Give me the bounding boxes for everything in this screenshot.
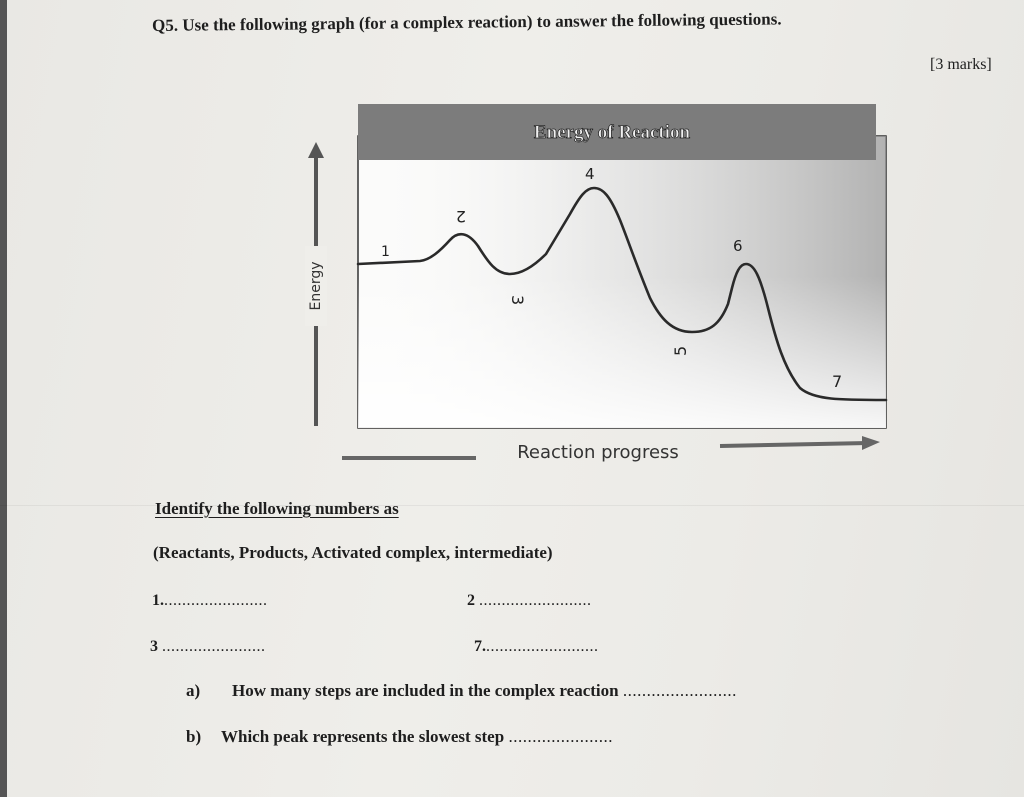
question-b-answer-blank[interactable]: ...................... [508, 727, 613, 746]
blank-dots-2: ......................... [479, 592, 592, 609]
graph-title: Energy of Reaction [533, 122, 691, 143]
paper-fold [0, 505, 1024, 506]
question-a-label: a) [186, 681, 201, 700]
identify-heading: Identify the following numbers as [155, 499, 399, 518]
point-label-4: 4 [585, 165, 595, 183]
energy-diagram [300, 96, 900, 476]
point-label-2: 2 [455, 207, 466, 226]
plot-fade [358, 276, 886, 428]
point-label-5: 5 [671, 345, 690, 356]
question-a-text: How many steps are included in the complex reaction [232, 681, 619, 700]
y-axis-label: Energy [308, 261, 324, 311]
blank-label-4: 7. [474, 638, 486, 655]
marks-label: [3 marks] [930, 56, 992, 73]
question-b-text: Which peak represents the slowest step [221, 727, 505, 746]
photo-edge [0, 0, 7, 797]
blank-label-1: 1. [152, 592, 164, 609]
blank-label-3: 3 [150, 638, 158, 655]
blank-dots-1: ....................... [164, 592, 268, 609]
point-label-7: 7 [832, 372, 843, 391]
point-label-1: 1 [381, 244, 390, 260]
question-title: Q5. Use the following graph (for a complex reaction) to answer the following questions. [152, 9, 782, 35]
x-axis-label: Reaction progress [517, 442, 679, 463]
answer-blank-2[interactable] [467, 592, 592, 610]
answer-blank-1[interactable] [152, 592, 268, 610]
x-axis-arrow-head [862, 436, 880, 450]
blank-dots-4: ......................... [486, 638, 599, 655]
y-axis-arrow-head [308, 142, 324, 158]
point-label-6: 6 [733, 237, 743, 255]
answer-blank-3[interactable] [150, 638, 266, 656]
question-b [186, 727, 613, 747]
point-label-3: 3 [508, 295, 527, 306]
question-a-answer-blank[interactable]: ........................ [622, 681, 737, 700]
x-axis-arrow-right [720, 443, 868, 446]
question-a [186, 681, 737, 701]
question-b-label: b) [186, 727, 202, 746]
answer-blank-4[interactable] [474, 638, 599, 656]
blank-label-2: 2 [467, 592, 475, 609]
identify-options: (Reactants, Products, Activated complex, intermediate) [153, 543, 553, 562]
blank-dots-3: ....................... [162, 638, 266, 655]
